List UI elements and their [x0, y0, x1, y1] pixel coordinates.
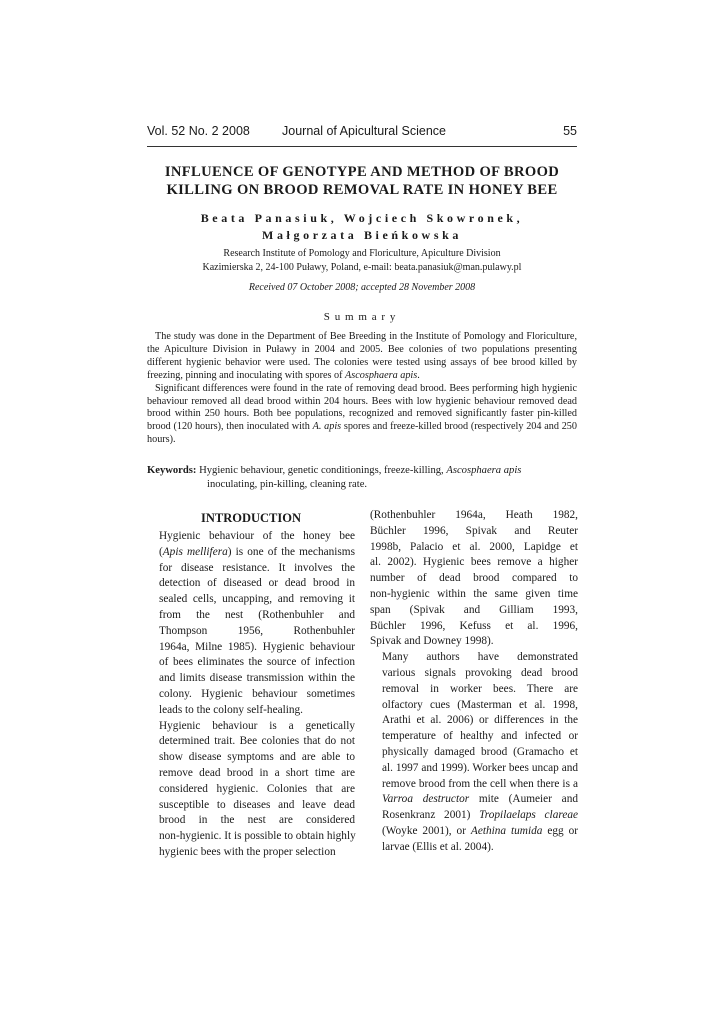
title-line-2: KILLING ON BROOD REMOVAL RATE IN HONEY BEE: [166, 182, 558, 198]
keywords-line-2: inoculating, pin-killing, cleaning rate.: [207, 479, 368, 491]
abstract-p2-species: A. apis: [312, 421, 342, 433]
text-line: and limits disease transmission within the: [159, 672, 355, 685]
text-line: number of dead brood compared to: [370, 572, 578, 585]
text-line: span (Spivak and Gilliam 1993,: [370, 603, 578, 616]
text-line: Varroa destructor mite (Aumeier and: [382, 793, 578, 806]
text-line: non-hygienic within the same given time: [370, 587, 578, 600]
text-line: Büchler 1996, Spivak and Reuter: [370, 524, 578, 537]
affiliation-line-2: Kazimierska 2, 24-100 Puławy, Poland, e-mail: beata.panasiuk@man.pulawy.pl: [202, 262, 522, 273]
text-line: susceptible to diseases and leave dead: [159, 798, 355, 811]
text-line: leads to the colony self-healing.: [159, 703, 303, 716]
text-line: olfactory cues (Masterman et al. 1998,: [382, 698, 578, 711]
text-line: colony. Hygienic behaviour sometimes: [159, 687, 355, 700]
keywords-label: Keywords:: [147, 465, 197, 476]
text-line: Thompson 1956, Rothenbuhler: [159, 624, 355, 637]
text-line: remove brood from the cell when there is a: [382, 777, 578, 790]
abstract-p1-end: .: [417, 369, 420, 381]
intro-paragraph-1: [147, 529, 355, 719]
article-title: [147, 163, 577, 199]
title-line-1: INFLUENCE OF GENOTYPE AND METHOD OF BROOD: [164, 164, 560, 180]
text-line: Spivak and Downey 1998).: [370, 635, 494, 648]
abstract-paragraph-1: [147, 331, 577, 383]
keywords: [147, 464, 577, 493]
text-line: detection of diseased or dead brood in: [159, 577, 355, 590]
text-line: al. 1997 and 1999). Worker bees uncap and: [382, 761, 578, 774]
introduction-heading: INTRODUCTION: [200, 511, 301, 525]
volume-issue-year: Vol. 52 No. 2 2008: [147, 124, 250, 138]
text-line: Hygienic behaviour of the honey bee: [159, 530, 355, 542]
abstract-p2-end: spores and freeze-killed brood (respectively 204 and 250 hours).: [147, 421, 577, 446]
journal-name: Journal of Apicultural Science: [282, 124, 446, 138]
intro-paragraph-3: [370, 508, 578, 650]
text-line: determined trait. Bee colonies that do not: [159, 735, 355, 748]
authors-line-2: Małgorzata Bieńkowska: [262, 228, 462, 242]
text-line: 1964a, Milne 1985). Hygienic behaviour: [159, 640, 355, 653]
abstract: [147, 331, 577, 447]
text-line: al. 2002). Hygienic bees remove a higher: [370, 556, 578, 569]
intro-paragraph-4: [370, 650, 578, 855]
text-line: non-hygienic. It is possible to obtain highly: [159, 830, 356, 843]
received-dates: Received 07 October 2008; accepted 28 November 2008: [248, 282, 476, 293]
text-line: from the nest (Rothenbuhler and: [159, 608, 355, 621]
text-line: various signals provoking dead brood: [382, 666, 578, 679]
text-line: larvae (Ellis et al. 2004).: [382, 840, 494, 853]
text-line: removal in worker bees. There are: [382, 682, 578, 695]
text-line: show disease symptoms and are able to: [159, 751, 355, 764]
authors-line-1: Beata Panasiuk, Wojciech Skowronek,: [200, 211, 524, 225]
abstract-p1-text: The study was done in the Department of Bee Breeding in the Institute of Pomology and Floriculture, the Apiculture Division in Puławy in 2004 and 2005. Bee colonies of two populations presenting different hygienic behavior were used. The colonies were tested using assays of bee brood killed by freezing, pinning and inoculating with spores of: [147, 331, 577, 381]
text-line: Rosenkranz 2001) Tropilaelaps clareae: [382, 809, 578, 822]
left-column: [147, 508, 355, 861]
text-line: Büchler 1996, Kefuss et al. 1996,: [370, 619, 578, 632]
text-line: (Woyke 2001), or Aethina tumida egg or: [382, 824, 579, 837]
right-column: [370, 508, 578, 856]
keywords-text: Hygienic behaviour, genetic conditionings, freeze-killing,: [196, 465, 447, 476]
text-line: hygienic bees with the proper selection: [159, 845, 336, 858]
text-line: 1998b, Palacio et al. 2000, Lapidge et: [370, 540, 578, 553]
text-line: of bees eliminates the source of infection: [159, 656, 355, 669]
text-line: for disease resistance. It involves the: [159, 561, 355, 574]
text-line: (Apis mellifera) is one of the mechanisms: [159, 545, 355, 558]
abstract-p2-text: Significant differences were found in the rate of removing dead brood. Bees performing high hygienic behaviour removed all dead brood within 204 hours. Bees with low hygienic behaviour removed dead brood within 250 hours. Both bee populations, recognized and removed significantly faster pin-killed brood (120 hours), then inoculated with: [147, 382, 577, 433]
header-rule: [147, 146, 577, 147]
text-line: sealed cells, uncapping, and removing it: [159, 593, 355, 606]
page-number: 55: [563, 124, 577, 138]
text-line: (Rothenbuhler 1964a, Heath 1982,: [370, 509, 578, 521]
running-header: [147, 124, 577, 144]
keywords-species: Ascosphaera apis: [446, 465, 522, 476]
abstract-p1-species: Ascosphaera apis: [345, 369, 418, 381]
text-line: brood in the nest are considered: [159, 814, 355, 827]
summary-heading: Summary: [323, 311, 401, 323]
text-line: remove dead brood in a short time are: [159, 766, 355, 779]
affiliation-line-1: Research Institute of Pomology and Floriculture, Apiculture Division: [223, 248, 501, 259]
text-line: temperature of healthy and infected or: [382, 730, 578, 743]
authors: [147, 210, 577, 244]
intro-paragraph-2: [147, 719, 355, 861]
affiliation: [147, 247, 577, 275]
text-line: Many authors have demonstrated: [382, 651, 578, 664]
text-line: considered hygienic. Colonies that are: [159, 782, 355, 795]
text-line: Hygienic behaviour is a genetically: [159, 719, 355, 732]
text-line: physically damaged brood (Gramacho et: [382, 745, 578, 758]
abstract-paragraph-2: [147, 383, 577, 448]
text-line: Arathi et al. 2006) or differences in the: [382, 714, 578, 727]
